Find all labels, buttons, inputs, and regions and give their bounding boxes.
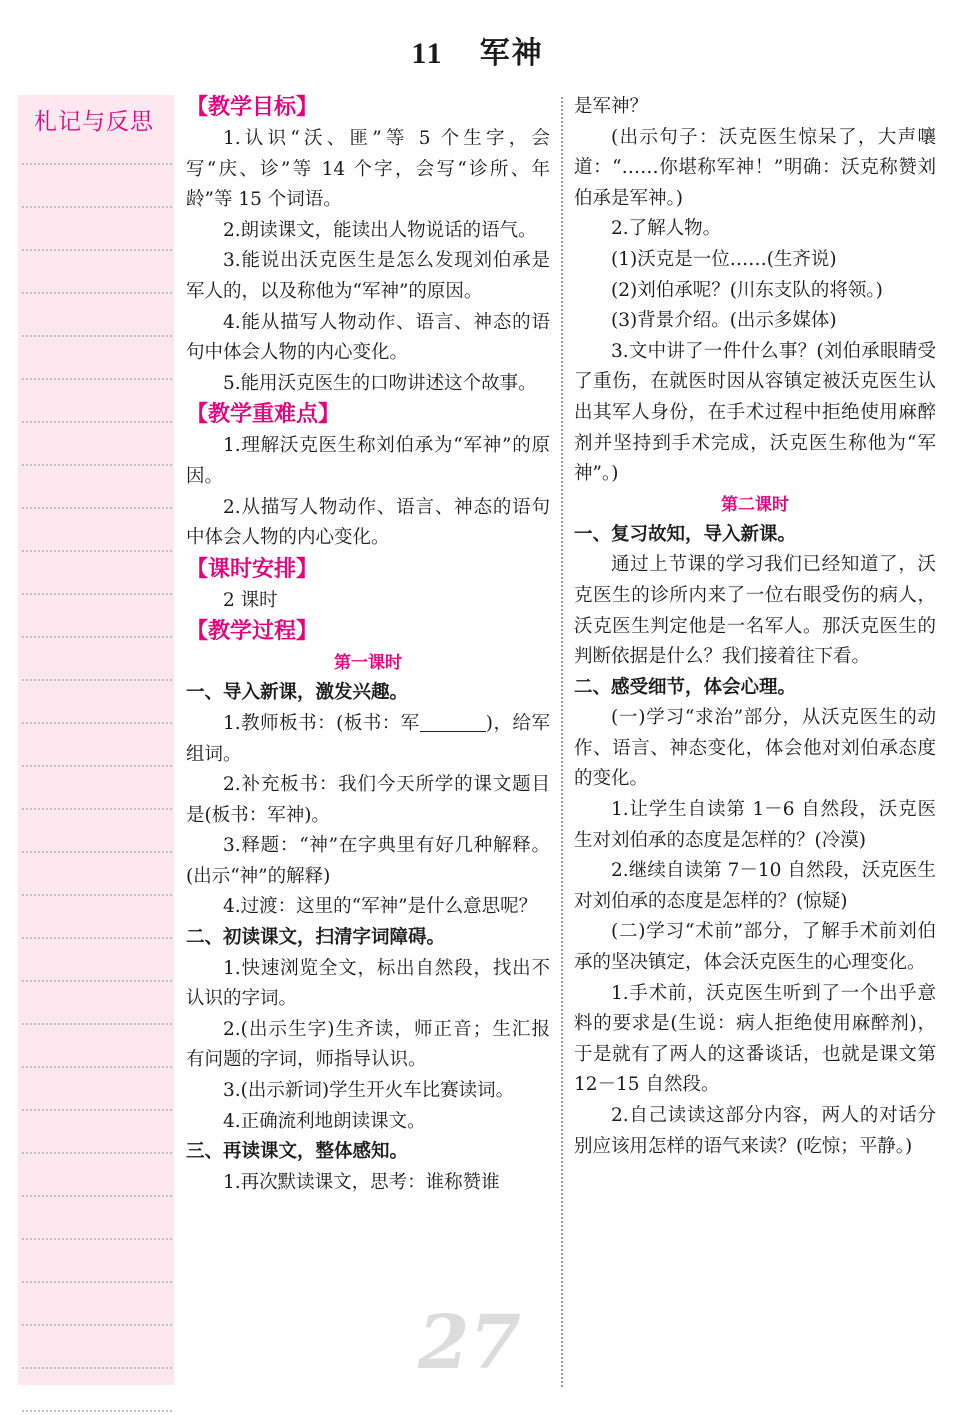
note-line (22, 679, 172, 681)
step-item: 1.快速浏览全文，标出自然段，找出不认识的字词。 (186, 957, 550, 1010)
note-line (22, 163, 172, 165)
note-line (22, 421, 172, 423)
step-item: (一)学习“求治”部分，从沃克医生的动作、语言、神态变化，体会他对刘伯承态度的变化。 (574, 707, 936, 790)
lesson-two-label: 第二课时 (721, 494, 789, 515)
step-item-text: )，给军组词。 (186, 712, 550, 765)
goal-item: 5.能用沃克医生的口吻讲述这个故事。 (223, 372, 537, 394)
note-line (22, 636, 172, 638)
note-line (22, 378, 172, 380)
note-line (22, 335, 172, 337)
note-line (22, 1238, 172, 1240)
schedule-text: 2 课时 (223, 589, 278, 611)
note-line (22, 808, 172, 810)
note-line (22, 894, 172, 896)
step-item: 4.过渡：这里的“军神”是什么意思呢？ (223, 896, 538, 918)
step-item: 1.手术前，沃克医生听到了一个出乎意料的要求是(生说：病人拒绝使用麻醉剂)，于是就有了两人的这番谈话，也就是课文第 12－15 自然段。 (574, 982, 936, 1096)
step-item: 3.释题：“神”在字典里有好几种解释。(出示“神”的解释) (186, 835, 550, 887)
goal-item: 4.能从描写人物动作、语言、神态的语句中体会人物的内心变化。 (186, 311, 550, 364)
lesson-title: 军神 (479, 36, 544, 71)
note-line (22, 937, 172, 939)
note-line (22, 1195, 172, 1197)
note-line (22, 1023, 172, 1025)
step-item: (1)沃克是一位……(生齐说) (611, 248, 837, 270)
notes-sidebar (18, 95, 174, 1385)
step-heading: 二、初读课文，扫清字词障碍。 (186, 927, 446, 949)
column-divider (561, 97, 563, 1387)
note-line (22, 1324, 172, 1326)
note-line (22, 1066, 172, 1068)
step-item: 2.了解人物。 (611, 218, 722, 240)
note-line (22, 980, 172, 982)
left-column (186, 92, 550, 1198)
key-points-heading: 【教学重难点】 (186, 402, 341, 428)
note-line (22, 550, 172, 552)
step-item: 3.文中讲了一件什么事？(刘伯承眼睛受了重伤，在就医时因从容镇定被沃克医生认出其军人身份，在手术过程中拒绝使用麻醉剂并坚持到手术完成，沃克医生称他为“军神”。) (574, 340, 936, 485)
step-item: (出示句子：沃克医生惊呆了，大声嚷道：“……你堪称军神！”明确：沃克称赞刘伯承是军神。) (574, 126, 936, 209)
step-item: 3.(出示新词)学生开火车比赛读词。 (223, 1080, 515, 1102)
step-paragraph: 通过上节课的学习我们已经知道了，沃克医生的诊所内来了一位右眼受伤的病人，沃克医生判定他是一名军人。那沃克医生的判断依据是什么？我们接着往下看。 (574, 554, 936, 668)
step-item: 1.再次默读课文，思考：谁称赞谁 (223, 1171, 500, 1193)
note-line (22, 249, 172, 251)
step-item: 2.补充板书：我们今天所学的课文题目是(板书：军神)。 (186, 774, 550, 826)
goal-item: 1.认识“沃、匪”等 5 个生字，会写“庆、诊”等 14 个字，会写“诊所、年龄”等 15 个词语。 (186, 128, 550, 211)
note-line (22, 1281, 172, 1283)
step-item: 4.正确流利地朗读课文。 (223, 1110, 426, 1132)
page-title (0, 28, 955, 72)
schedule-heading: 【课时安排】 (186, 556, 319, 582)
goal-item: 2.朗读课文，能读出人物说话的语气。 (223, 219, 537, 241)
right-column (574, 92, 936, 1162)
step-heading: 一、复习故知，导入新课。 (574, 523, 797, 545)
note-line (22, 765, 172, 767)
step-heading: 一、导入新课，激发兴趣。 (186, 682, 409, 704)
note-line (22, 206, 172, 208)
goals-heading: 【教学目标】 (186, 95, 319, 120)
step-item: (3)背景介绍。(出示多媒体) (611, 310, 837, 332)
note-line (22, 722, 172, 724)
continued-text: 是军神？ (574, 96, 649, 117)
key-point-item: 2.从描写人物动作、语言、神态的语句中体会人物的内心变化。 (186, 496, 550, 549)
fill-blank (420, 713, 486, 732)
step-item: 2.继续自读第 7－10 自然段，沃克医生对刘伯承的态度是怎样的？(惊疑) (574, 860, 936, 912)
note-line (22, 593, 172, 595)
note-line (22, 1152, 172, 1154)
key-point-item: 1.理解沃克医生称刘伯承为“军神”的原因。 (186, 435, 550, 487)
sidebar-title: 札记与反思 (34, 109, 154, 135)
step-item: 1.让学生自读第 1－6 自然段，沃克医生对刘伯承的态度是怎样的？(冷漠) (574, 799, 936, 851)
step-item-text: 1.教师板书：(板书：军 (223, 712, 420, 734)
goal-item: 3.能说出沃克医生是怎么发现刘伯承是军人的，以及称他为“军神”的原因。 (186, 250, 550, 302)
lesson-number: 11 (411, 37, 444, 70)
note-line (22, 1410, 172, 1412)
note-line (22, 851, 172, 853)
note-line (22, 1109, 172, 1111)
step-item: (二)学习“术前”部分，了解手术前刘伯承的坚决镇定，体会沃克医生的心理变化。 (574, 921, 936, 974)
step-item: 2.(出示生字)生齐读，师正音；生汇报有问题的字词，师指导认识。 (186, 1018, 550, 1071)
step-heading: 三、再读课文，整体感知。 (186, 1141, 409, 1163)
page-number: 27 (418, 1300, 521, 1386)
step-item (186, 709, 550, 770)
note-line (22, 464, 172, 466)
step-item: (2)刘伯承呢？(川东支队的将领。) (611, 279, 883, 301)
process-heading: 【教学过程】 (186, 619, 319, 645)
note-line (22, 507, 172, 509)
lesson-one-label: 第一课时 (334, 653, 402, 674)
note-line (22, 1367, 172, 1369)
step-item: 2.自己读读这部分内容，两人的对话分别应该用怎样的语气来读？(吃惊；平静。) (574, 1105, 936, 1157)
note-line (22, 292, 172, 294)
step-heading: 二、感受细节，体会心理。 (574, 676, 797, 698)
